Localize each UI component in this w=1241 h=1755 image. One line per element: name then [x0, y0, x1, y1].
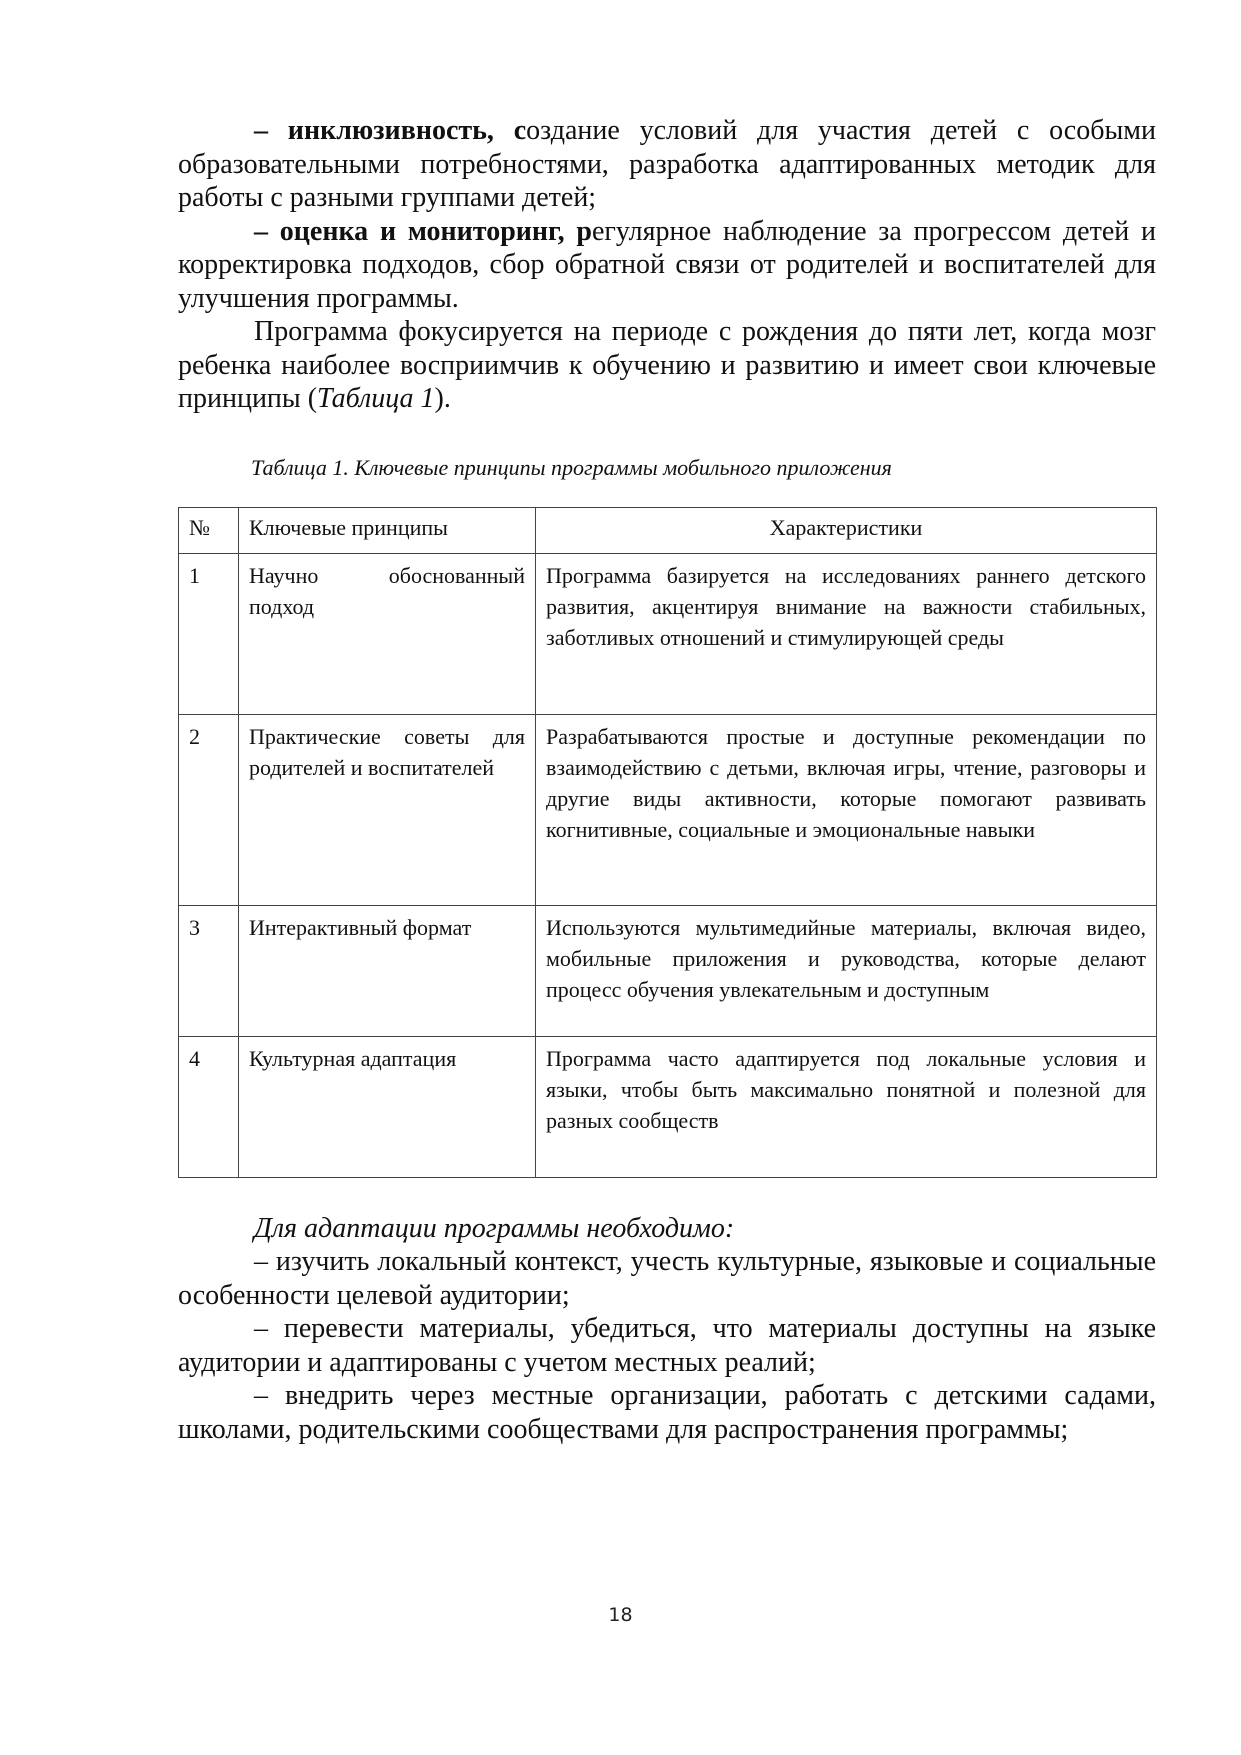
- header-principle: Ключевые принципы: [239, 507, 536, 553]
- header-characteristics: Характеристики: [536, 507, 1157, 553]
- row-num: 3: [179, 905, 239, 1036]
- principles-table: [178, 507, 1157, 1178]
- table-row: [179, 1036, 1157, 1177]
- list-item: – изучить локальный контекст, учесть культурные, языковые и социальные особенности целевой аудитории;: [178, 1246, 1156, 1311]
- row-num: 4: [179, 1036, 239, 1177]
- row-num: 1: [179, 553, 239, 714]
- row-principle: Практические советы для родителей и воспитателей: [239, 714, 536, 905]
- adaptation-section: [178, 1212, 1156, 1447]
- term-inclusivity: – инклюзивность, с: [254, 115, 527, 146]
- row-characteristics: Разрабатываются простые и доступные рекомендации по взаимодействию с детьми, включая игры, чтение, разговоры и другие виды активности, которые помогают развивать когнитивные, социальные и эмоциональные навыки: [536, 714, 1157, 905]
- header-num: №: [179, 507, 239, 553]
- row-characteristics: Программа часто адаптируется под локальные условия и языки, чтобы быть максимально понятной и полезной для разных сообществ: [536, 1036, 1157, 1177]
- paragraph-focus-text: Программа фокусируется на периоде с рождения до пяти лет, когда мозг ребенка наиболее восприимчив к обучению и развитию и имеет свои ключевые принципы (: [178, 316, 1156, 414]
- paragraph-inclusivity: [178, 114, 1156, 215]
- row-principle: Научно обоснованный подход: [239, 553, 536, 714]
- list-item: – внедрить через местные организации, работать с детскими садами, школами, родительскими сообществами для распространения программы;: [178, 1380, 1156, 1445]
- table-reference: Таблица 1: [317, 383, 435, 414]
- row-principle: Культурная адаптация: [239, 1036, 536, 1177]
- adaptation-heading: Для адаптации программы необходимо:: [254, 1212, 735, 1244]
- paragraph-focus-end: ).: [434, 383, 451, 414]
- row-characteristics: Программа базируется на исследованиях раннего детского развития, акцентируя внимание на важности стабильных, заботливых отношений и стимулирующей среды: [536, 553, 1157, 714]
- term-monitoring: – оценка и мониторинг, р: [254, 215, 592, 247]
- page-number: 18: [608, 1604, 633, 1626]
- paragraph-monitoring: [178, 215, 1156, 316]
- paragraph-monitoring-text: егулярное наблюдение за прогрессом детей и корректировка подходов, сбор обратной связи от родителей и воспитателей для улучшения программы.: [178, 215, 1156, 314]
- row-num: 2: [179, 714, 239, 905]
- row-principle: Интерактивный формат: [239, 905, 536, 1036]
- table-caption: Таблица 1. Ключевые принципы программы мобильного приложения: [251, 454, 892, 480]
- table-row: [179, 553, 1157, 714]
- paragraph-focus: [178, 315, 1156, 416]
- document-page: [178, 114, 1156, 1446]
- table-header-row: [179, 507, 1157, 553]
- table-row: [179, 905, 1157, 1036]
- table-row: [179, 714, 1157, 905]
- row-characteristics: Используются мультимедийные материалы, включая видео, мобильные приложения и руководства, которые делают процесс обучения увлекательным и доступным: [536, 905, 1157, 1036]
- list-item: – перевести материалы, убедиться, что материалы доступны на языке аудитории и адаптированы с учетом местных реалий;: [178, 1313, 1156, 1378]
- paragraph-inclusivity-text: оздание условий для участия детей с особыми образовательными потребностями, разработка адаптированных методик для работы с разными группами детей;: [178, 115, 1156, 213]
